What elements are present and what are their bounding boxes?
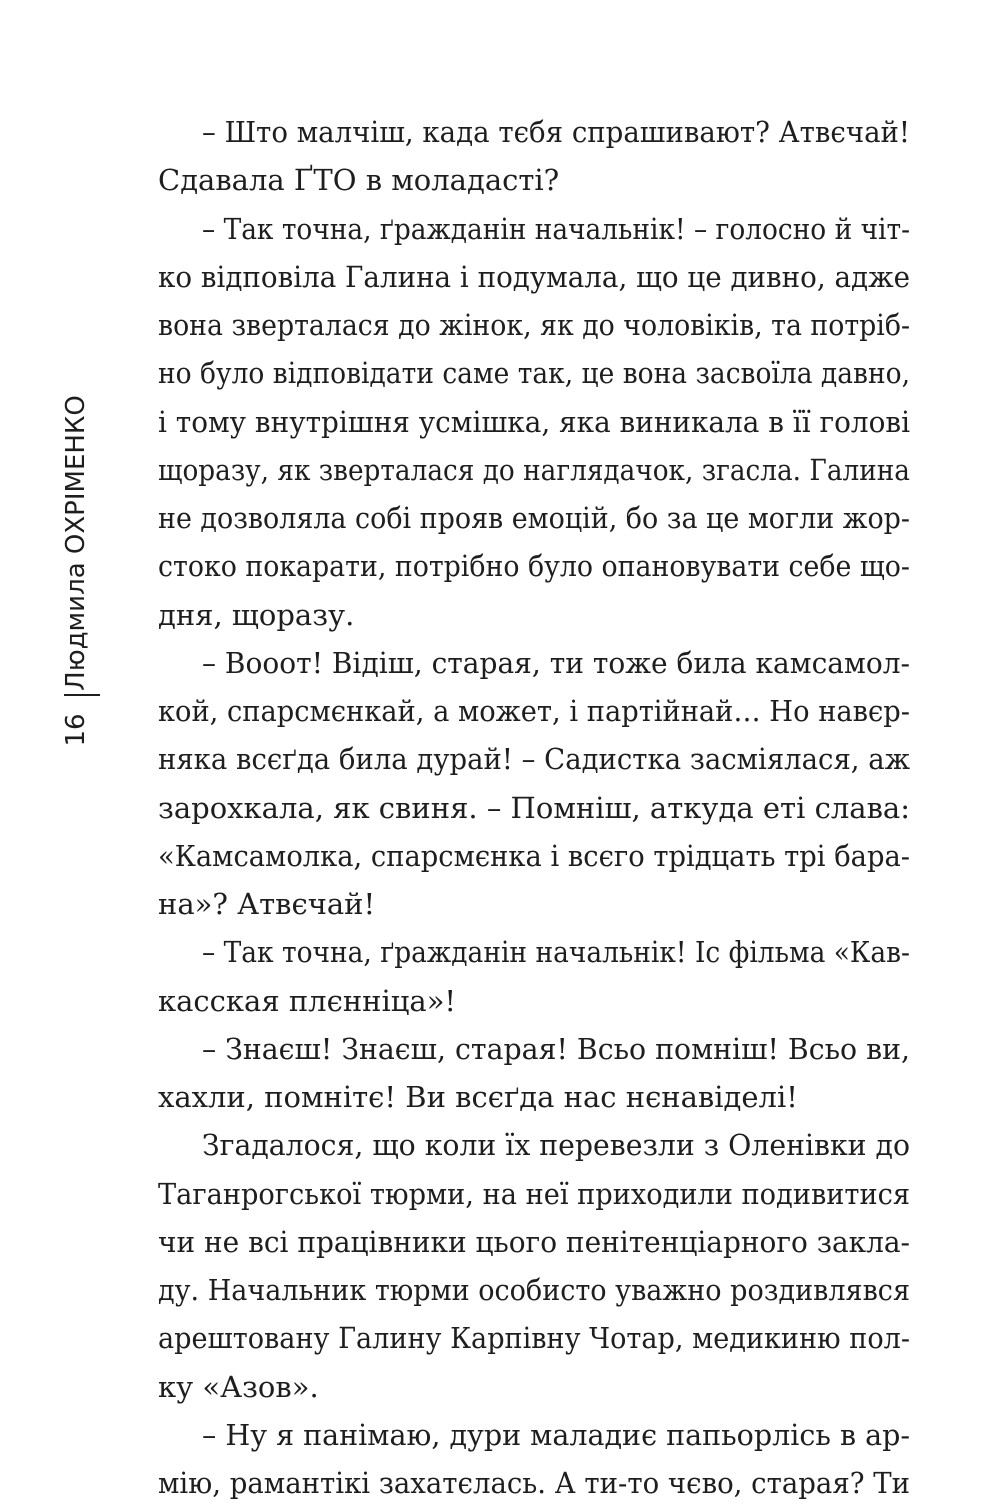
running-head [56, 395, 96, 691]
text-line [158, 1121, 910, 1169]
text-line [158, 1314, 910, 1362]
text-line-content: вона зверталася до жінок, як до чоловіків, та потріб- [158, 308, 910, 342]
text-line-content: арештовану Галину Карпівну Чотар, медикиню пол- [158, 1321, 910, 1356]
text-line [158, 542, 910, 590]
page-number [56, 704, 96, 756]
text-line-content: не дозволяла собі прояв емоцій, бо за це могли жор- [158, 501, 910, 535]
text-line-content: мію, рамантікі захатєлась. А ти-то чєво, старая? Ти [158, 1466, 910, 1500]
text-line-content: і тому внутрішня усмішка, яка виникала в її голові [158, 404, 910, 439]
text-line-content: «Камсамолка, спарсмєнка і всєго трідцать трі бара- [158, 838, 910, 873]
running-head-divider [64, 694, 100, 696]
text-line [158, 591, 910, 639]
text-line-content: щоразу, як зверталася до наглядачок, згасла. Галина [158, 452, 910, 487]
text-line-content: – Вооот! Відіш, старая, ти тоже била камсамол- [202, 645, 910, 680]
text-line [158, 1411, 910, 1459]
text-line-content: зарохкала, як свиня. – Помніш, аткуда еті слава: [158, 790, 910, 825]
text-line-content: ку «Азов». [158, 1369, 319, 1404]
text-line [158, 784, 910, 832]
text-line-content: – Так точна, ґражданін начальнік! Іс фільма «Кав- [202, 935, 910, 970]
body-text [158, 108, 910, 1507]
text-line-content: Сдавала ҐТО в моладасті? [158, 163, 560, 198]
text-line-content: Таганрогської тюрми, на неї приходили подивитися [158, 1176, 910, 1211]
text-line-content: – Ну я панімаю, дури маладиє папьорлісь в ар- [202, 1417, 910, 1452]
text-line [158, 446, 910, 494]
text-line-content: ко відповіла Галина і подумала, що це дивно, адже [158, 259, 910, 294]
text-line-content: – Так точна, ґражданін начальнік! – голосно й чіт- [202, 211, 910, 246]
text-line [158, 1170, 910, 1218]
text-line [158, 108, 910, 156]
text-line-content: но було відповідати саме так, це вона засвоїла давно, [158, 356, 910, 391]
text-line [158, 1266, 910, 1314]
text-line [158, 735, 910, 783]
page-number-text: 16 [61, 713, 91, 747]
text-line-content: Згадалося, що коли їх перевезли з Оленівки до [202, 1128, 910, 1163]
text-line-content: стоко покарати, потрібно було опановувати себе що- [158, 549, 910, 584]
text-line [158, 687, 910, 735]
text-line-content: кой, спарсмєнкай, а может, і партійнай… Но навєр- [158, 694, 910, 728]
text-line-content: – Што малчіш, када тєбя спрашивают? Атвєчай! [202, 115, 910, 149]
text-line [158, 301, 910, 349]
text-line [158, 1073, 910, 1121]
running-head-author: Людмила ОХРІМЕНКО [61, 395, 91, 691]
text-line [158, 1025, 910, 1073]
text-line [158, 156, 910, 204]
text-line-content: на»? Атвєчай! [158, 887, 376, 921]
text-line [158, 398, 910, 446]
text-line-content: касская плєнніца»! [158, 983, 457, 1018]
text-line-content: ду. Начальник тюрми особисто уважно роздивлявся [158, 1273, 910, 1307]
text-line [158, 253, 910, 301]
text-line [158, 977, 910, 1025]
text-line [158, 1363, 910, 1411]
text-line [158, 928, 910, 976]
text-line-content: чи не всі працівники цього пенітенціарного закла- [158, 1224, 910, 1259]
text-line-content: дня, щоразу. [158, 597, 355, 632]
text-line-content: хахли, помнітє! Ви всєґда нас нєнавіделі! [158, 1080, 798, 1114]
text-line [158, 832, 910, 880]
text-line [158, 1218, 910, 1266]
text-line [158, 494, 910, 542]
text-line-content: няка всєґда била дурай! – Садистка засміялася, аж [158, 742, 910, 777]
text-line [158, 880, 910, 928]
text-line [158, 639, 910, 687]
text-line-content: – Знаєш! Знаєш, старая! Всьо помніш! Всьо ви, [202, 1031, 910, 1066]
text-line [158, 205, 910, 253]
text-line [158, 349, 910, 397]
text-line [158, 1459, 910, 1507]
